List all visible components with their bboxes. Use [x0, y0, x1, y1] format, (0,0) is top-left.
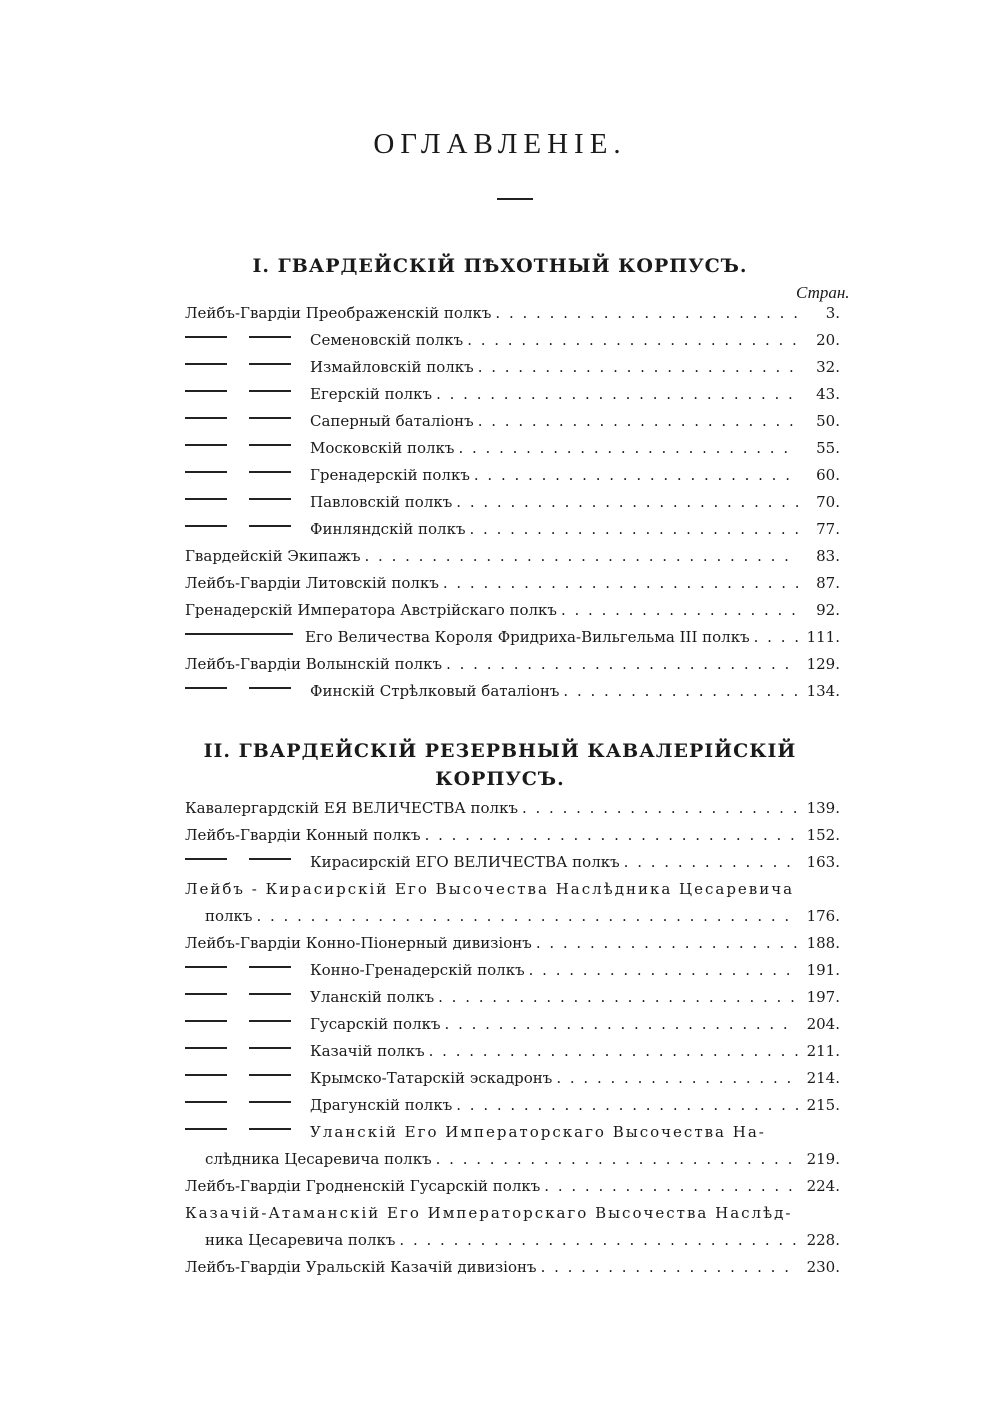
toc-entry-title: Казачій-Атаманскій Его Императорскаго Высочества Наслѣд-: [185, 1204, 793, 1222]
ditto-dashes: [185, 1096, 310, 1114]
ditto-dashes: [185, 682, 310, 700]
toc-entry-title: ника Цесаревича полкъ: [205, 1231, 396, 1249]
toc-entry-page: 3.: [825, 304, 840, 322]
toc-entry-page: 55.: [816, 439, 840, 457]
toc-entry-title: Лейбъ-Гвардіи Волынскій полкъ: [185, 655, 443, 673]
toc-entry: [185, 880, 840, 907]
toc-entry-title: Московскій полкъ: [310, 439, 455, 457]
dot-leader: [436, 1150, 798, 1168]
toc-entry: [185, 439, 840, 466]
toc-entry-page: 214.: [806, 1069, 840, 1087]
toc-entry-page: 129.: [806, 655, 840, 673]
ditto-dashes: [185, 853, 310, 871]
toc-entry: [185, 961, 840, 988]
section1-entries: [185, 304, 840, 709]
toc-entry-page: 50.: [816, 412, 840, 430]
toc-entry: [185, 358, 840, 385]
toc-entry-page: 197.: [806, 988, 840, 1006]
toc-entry: [185, 655, 840, 682]
toc-entry-page: 139.: [806, 799, 840, 817]
section2-entries: [185, 799, 840, 1285]
toc-entry: [185, 1096, 840, 1123]
toc-entry-page: 204.: [806, 1015, 840, 1033]
dot-leader: [561, 601, 798, 619]
toc-entry: [185, 907, 840, 934]
toc-entry-page: 43.: [816, 385, 840, 403]
toc-entry-title: Конно-Гренадерскій полкъ: [310, 961, 525, 979]
toc-entry: [185, 1177, 840, 1204]
toc-entry-page: 211.: [806, 1042, 840, 1060]
dot-leader: [446, 655, 798, 673]
toc-entry: [185, 331, 840, 358]
ditto-dashes: [185, 493, 310, 511]
toc-entry-page: 176.: [806, 907, 840, 925]
toc-entry: [185, 853, 840, 880]
ditto-dashes: [185, 385, 310, 403]
toc-entry-page: 219.: [806, 1150, 840, 1168]
toc-entry: [185, 826, 840, 853]
toc-entry-title: Измайловскій полкъ: [310, 358, 474, 376]
ditto-dashes: [185, 1123, 310, 1141]
toc-entry-title: Гусарскій полкъ: [310, 1015, 441, 1033]
toc-entry-page: 20.: [816, 331, 840, 349]
ditto-dashes: [185, 1069, 310, 1087]
dot-leader: [458, 439, 798, 457]
toc-entry-page: 224.: [806, 1177, 840, 1195]
dot-leader: [436, 385, 798, 403]
toc-entry: [185, 304, 840, 331]
toc-entry-page: 188.: [806, 934, 840, 952]
toc-entry: [185, 799, 840, 826]
toc-entry-title: Лейбъ-Гвардіи Гродненскій Гусарскій полкъ: [185, 1177, 541, 1195]
toc-entry-page: 152.: [806, 826, 840, 844]
dot-leader: [754, 628, 798, 646]
toc-entry-page: 191.: [806, 961, 840, 979]
toc-entry-title: Семеновскій полкъ: [310, 331, 464, 349]
toc-entry: [185, 547, 840, 574]
toc-entry-title: Лейбъ - Кирасирскій Его Высочества Наслѣдника Цесаревича: [185, 880, 795, 898]
title-rule: [497, 198, 533, 200]
toc-entry-page: 134.: [806, 682, 840, 700]
dot-leader: [522, 799, 798, 817]
toc-entry-title: Лейбъ-Гвардіи Конно-Піонерный дивизіонъ: [185, 934, 532, 952]
page-title: ОГЛАВЛЕНІЕ.: [373, 128, 627, 160]
toc-entry-page: 215.: [806, 1096, 840, 1114]
dot-leader: [425, 826, 798, 844]
toc-entry-page: 111.: [806, 628, 840, 646]
toc-entry: [185, 412, 840, 439]
dot-leader: [544, 1177, 798, 1195]
dot-leader: [624, 853, 798, 871]
toc-entry: [185, 1204, 840, 1231]
toc-entry-title: Саперный баталіонъ: [310, 412, 474, 430]
toc-entry-page: 77.: [816, 520, 840, 538]
toc-entry-page: 32.: [816, 358, 840, 376]
dot-leader: [429, 1042, 798, 1060]
toc-entry-page: 83.: [816, 547, 840, 565]
dot-leader: [495, 304, 798, 322]
toc-entry-title: Гренадерскій полкъ: [310, 466, 470, 484]
toc-entry-page: 60.: [816, 466, 840, 484]
ditto-dashes: [185, 358, 310, 376]
toc-entry-title: Лейбъ-Гвардіи Преображенскій полкъ: [185, 304, 492, 322]
toc-entry-title: Лейбъ-Гвардіи Уральскій Казачій дивизіонъ: [185, 1258, 537, 1276]
dot-leader: [445, 1015, 798, 1033]
toc-entry: [185, 1258, 840, 1285]
toc-entry: [185, 466, 840, 493]
toc-entry-title: Лейбъ-Гвардіи Конный полкъ: [185, 826, 421, 844]
toc-entry: [185, 1231, 840, 1258]
ditto-dashes: [185, 439, 310, 457]
dot-leader: [478, 358, 798, 376]
toc-entry-title: Кирасирскій ЕГО ВЕЛИЧЕСТВА полкъ: [310, 853, 620, 871]
toc-entry-page: 87.: [816, 574, 840, 592]
toc-entry-title: Финляндскій полкъ: [310, 520, 466, 538]
toc-entry: [185, 934, 840, 961]
dot-leader: [365, 547, 798, 565]
dot-leader: [443, 574, 798, 592]
toc-entry-title: Егерскій полкъ: [310, 385, 433, 403]
ditto-dashes: [185, 1042, 310, 1060]
toc-entry: [185, 1150, 840, 1177]
toc-entry: [185, 628, 840, 655]
toc-entry-page: 70.: [816, 493, 840, 511]
ditto-dashes: [185, 331, 310, 349]
toc-entry-title: Его Величества Короля Фридриха-Вильгельма III полкъ: [305, 628, 750, 646]
toc-entry: [185, 520, 840, 547]
dot-leader: [536, 934, 798, 952]
toc-entry-title: Павловскій полкъ: [310, 493, 453, 511]
toc-entry-title: Уланскій полкъ: [310, 988, 435, 1006]
section1-heading: I. ГВАРДЕЙСКІЙ ПѢХОТНЫЙ КОРПУСЪ.: [252, 255, 748, 277]
dot-leader: [541, 1258, 798, 1276]
dot-leader: [563, 682, 798, 700]
toc-entry-title: Крымско-Татарскій эскадронъ: [310, 1069, 553, 1087]
toc-entry-page: 163.: [806, 853, 840, 871]
toc-entry-title: Драгунскій полкъ: [310, 1096, 453, 1114]
dot-leader: [456, 1096, 798, 1114]
toc-entry: [185, 1069, 840, 1096]
ditto-dashes: [185, 1015, 310, 1033]
dot-leader: [556, 1069, 798, 1087]
ditto-dashes: [185, 988, 310, 1006]
dot-leader: [256, 907, 798, 925]
toc-entry: [185, 493, 840, 520]
toc-entry: [185, 574, 840, 601]
toc-entry-title: Лейбъ-Гвардіи Литовскій полкъ: [185, 574, 439, 592]
toc-entry-page: 230.: [806, 1258, 840, 1276]
toc-entry-title: полкъ: [205, 907, 253, 925]
toc-entry-title: Казачій полкъ: [310, 1042, 425, 1060]
ditto-dashes: [185, 466, 310, 484]
toc-entry: [185, 601, 840, 628]
toc-entry-title: Финскій Стрѣлковый баталіонъ: [310, 682, 560, 700]
toc-entry: [185, 1042, 840, 1069]
dot-leader: [467, 331, 798, 349]
ditto-dashes: [185, 520, 310, 538]
dot-leader: [438, 988, 798, 1006]
section2-heading-line1: II. ГВАРДЕЙСКІЙ РЕЗЕРВНЫЙ КАВАЛЕРІЙСКІЙ: [203, 740, 797, 762]
dot-leader: [470, 520, 799, 538]
ditto-dashes: [185, 628, 305, 646]
toc-entry-title: Уланскій Его Императорскаго Высочества На-: [310, 1123, 766, 1141]
toc-entry-title: Кавалергардскій ЕЯ ВЕЛИЧЕСТВА полкъ: [185, 799, 518, 817]
page-column-label: Стран.: [796, 283, 850, 302]
toc-entry: [185, 385, 840, 412]
dot-leader: [474, 466, 798, 484]
dot-leader: [456, 493, 798, 511]
toc-entry: [185, 682, 840, 709]
toc-entry: [185, 1123, 840, 1150]
toc-entry-title: Гренадерскій Императора Австрійскаго полкъ: [185, 601, 557, 619]
toc-entry-page: 228.: [806, 1231, 840, 1249]
toc-entry: [185, 1015, 840, 1042]
ditto-dashes: [185, 412, 310, 430]
section2-heading-line2: КОРПУСЪ.: [435, 768, 565, 790]
toc-entry-title: слѣдника Цесаревича полкъ: [205, 1150, 432, 1168]
dot-leader: [399, 1231, 798, 1249]
dot-leader: [478, 412, 798, 430]
toc-entry-title: Гвардейскій Экипажъ: [185, 547, 361, 565]
toc-entry-page: 92.: [816, 601, 840, 619]
toc-entry: [185, 988, 840, 1015]
dot-leader: [529, 961, 798, 979]
ditto-dashes: [185, 961, 310, 979]
